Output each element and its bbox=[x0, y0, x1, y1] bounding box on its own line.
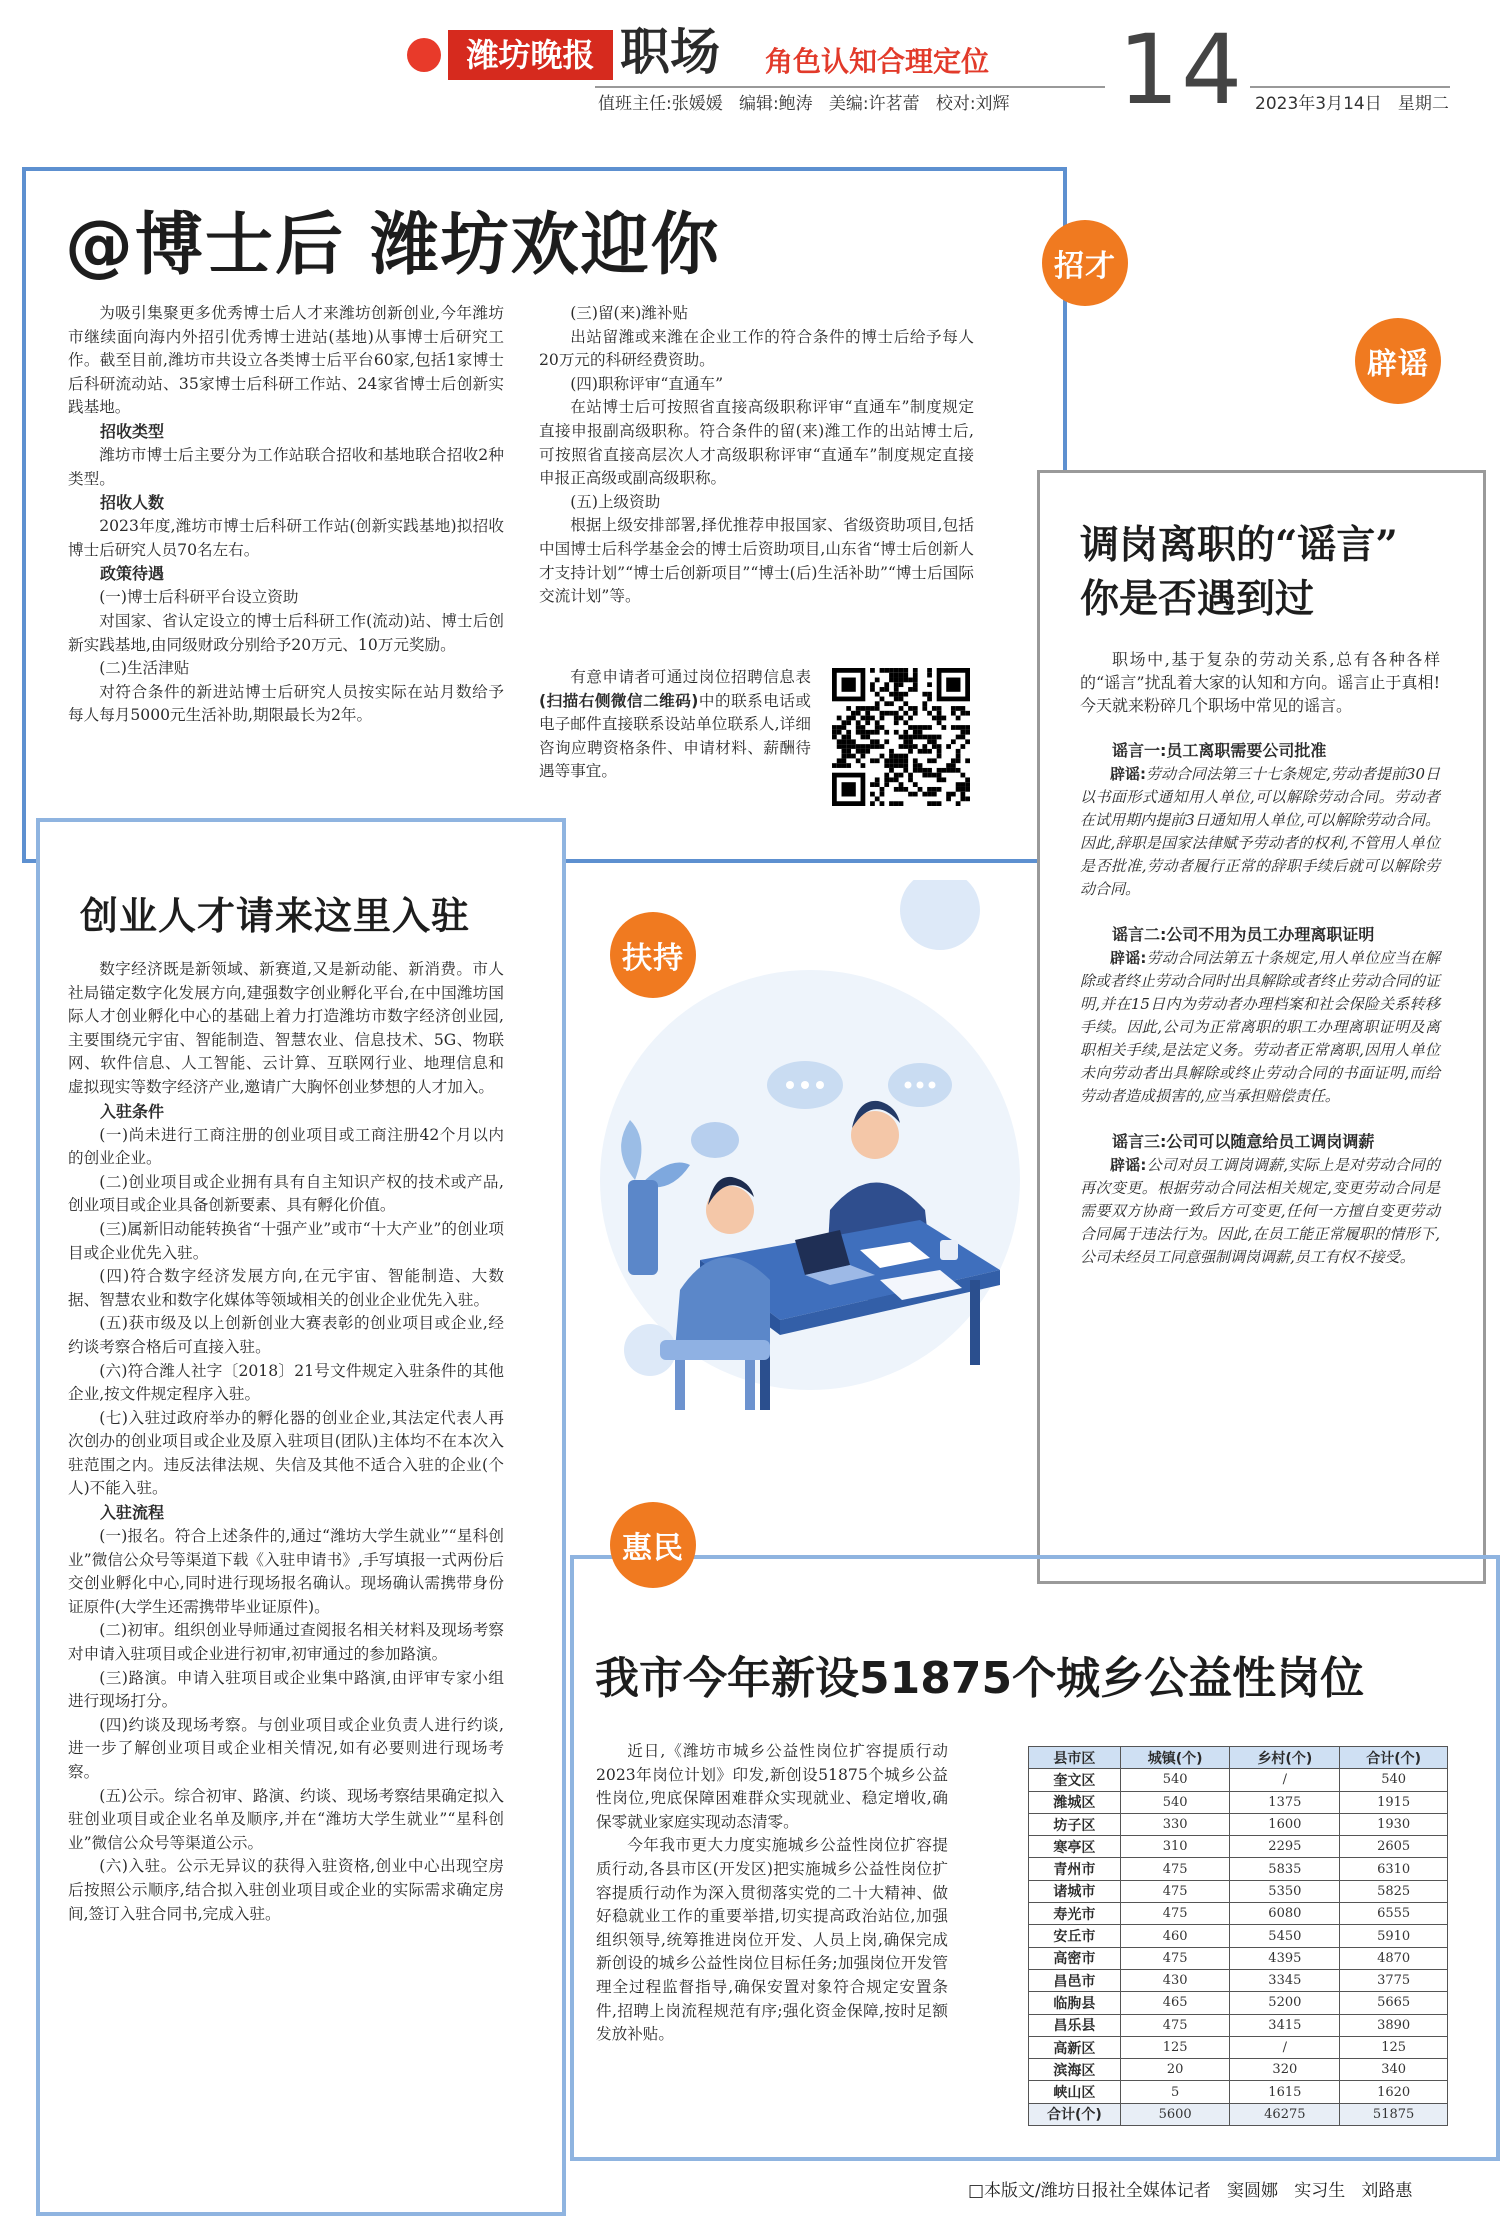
jobs-table-value: 540 bbox=[1120, 1791, 1230, 1813]
section-title: 职场 bbox=[620, 23, 720, 81]
jobs-table-value: 4395 bbox=[1230, 1947, 1340, 1969]
paper-name: 潍坊晚报 bbox=[466, 36, 595, 74]
jobs-table-row bbox=[1029, 1769, 1448, 1791]
jobs-table-value: 475 bbox=[1120, 1880, 1230, 1902]
jobs-table-row bbox=[1029, 1791, 1448, 1813]
jobs-table-district: 坊子区 bbox=[1029, 1813, 1121, 1835]
paragraph: 数字经济既是新领域、新赛道,又是新动能、新消费。市人社局锚定数字化发展方向,建强数字创业孵化平台,在中国潍坊国际人才创业孵化中心的基础上着力打造潍坊市数字经济创业园,主要围绕元宇宙、智能制造、智慧农业、信息技术、5G、物联网、软件信息、人工智能、云计算、互联网行业、地理信息和虚拟现实等数字经济产业,邀请广大胸怀创业梦想的人才加入。 bbox=[68, 960, 504, 1096]
section-subheading: 入驻条件 bbox=[100, 1101, 165, 1121]
jobs-table-district: 昌邑市 bbox=[1029, 1969, 1121, 1991]
section-subheading: 政策待遇 bbox=[100, 564, 165, 584]
jobs-table-value: 6080 bbox=[1230, 1903, 1340, 1925]
article-jobs-body bbox=[596, 1740, 948, 2047]
jobs-table-row bbox=[1029, 1858, 1448, 1880]
badge-huimin: 惠民 bbox=[610, 1502, 696, 1588]
qr-paragraph-text: 有意申请者可通过岗位招聘信息表(扫描右侧微信二维码)中的联系电话或电子邮件直接联系设站单位联系人,详细咨询应聘资格条件、申请材料、薪酬待遇等事宜。 bbox=[539, 668, 811, 781]
jobs-table-value: / bbox=[1230, 2036, 1340, 2058]
jobs-table-value: 6555 bbox=[1340, 1903, 1448, 1925]
jobs-table-value: 1615 bbox=[1230, 2081, 1340, 2103]
credits: 值班主任:张媛媛 编辑:鲍涛 美编:许茗蕾 校对:刘辉 bbox=[598, 94, 1010, 114]
paper-logo-icon bbox=[407, 38, 441, 72]
jobs-table-value: 5910 bbox=[1340, 1925, 1448, 1947]
wechat-qr-code[interactable] bbox=[832, 668, 970, 806]
jobs-table-value: 4870 bbox=[1340, 1947, 1448, 1969]
jobs-table-value: 125 bbox=[1340, 2036, 1448, 2058]
jobs-table-value: 51875 bbox=[1340, 2103, 1448, 2125]
jobs-table-value: 5665 bbox=[1340, 1992, 1448, 2014]
rumor-title: 谣言三:公司可以随意给员工调岗调薪 bbox=[1112, 1132, 1375, 1151]
paragraph: (一)尚未进行工商注册的创业项目或工商注册42个月以内的创业企业。 bbox=[68, 1125, 504, 1168]
jobs-table-value: 20 bbox=[1120, 2059, 1230, 2081]
section-subheading: 入驻流程 bbox=[100, 1503, 165, 1523]
paragraph: (六)符合潍人社字〔2018〕21号文件规定入驻条件的其他企业,按文件规定程序入驻。 bbox=[68, 1361, 504, 1404]
header-rule bbox=[595, 86, 1105, 88]
page-number: 14 bbox=[1118, 14, 1245, 126]
jobs-table-value: 125 bbox=[1120, 2036, 1230, 2058]
jobs-table-value: 320 bbox=[1230, 2059, 1340, 2081]
jobs-table-row bbox=[1029, 2081, 1448, 2103]
jobs-table-district: 高新区 bbox=[1029, 2036, 1121, 2058]
rumor-rebuttal bbox=[1080, 947, 1440, 1108]
paragraph: 近日,《潍坊市城乡公益性岗位扩容提质行动2023年岗位计划》印发,新创设51875个城乡公益性岗位,兜底保障困难群众实现就业、稳定增收,确保零就业家庭实现动态清零。 bbox=[596, 1742, 948, 1831]
rumor-rebuttal bbox=[1080, 1154, 1440, 1269]
jobs-table-row bbox=[1029, 1947, 1448, 1969]
qr-paragraph bbox=[539, 666, 811, 784]
article-rumor-body bbox=[1080, 648, 1440, 1269]
rumor-item bbox=[1080, 923, 1440, 1108]
jobs-table-value: 5350 bbox=[1230, 1880, 1340, 1902]
paper-logo bbox=[448, 30, 613, 80]
badge-fuchi: 扶持 bbox=[610, 912, 696, 998]
jobs-table-row bbox=[1029, 2014, 1448, 2036]
paragraph: 为吸引集聚更多优秀博士后人才来潍坊创新创业,今年潍坊市继续面向海内外招引优秀博士进站(基地)从事博士后研究工作。截至目前,潍坊市共设立各类博士后平台60家,包括1家博士后科研流动站、35家博士后科研工作站、24家省博士后创新实践基地。 bbox=[68, 304, 504, 417]
jobs-table-district: 峡山区 bbox=[1029, 2081, 1121, 2103]
jobs-table-row bbox=[1029, 1969, 1448, 1991]
jobs-table-district: 临朐县 bbox=[1029, 1992, 1121, 2014]
article-postdoc-left-column bbox=[68, 302, 504, 728]
jobs-table-district: 潍城区 bbox=[1029, 1791, 1121, 1813]
jobs-table-value: 1915 bbox=[1340, 1791, 1448, 1813]
paragraph: (四)职称评审“直通车” bbox=[570, 374, 724, 393]
paragraph: (二)初审。组织创业导师通过查阅报名相关材料及现场考察对申请入驻项目或企业进行初审,初审通过的参加路演。 bbox=[68, 1621, 504, 1664]
jobs-table-value: 330 bbox=[1120, 1813, 1230, 1835]
article-startup-body bbox=[68, 958, 504, 1926]
jobs-table-value: 310 bbox=[1120, 1836, 1230, 1858]
rumor-rebuttal-label: 辟谣: bbox=[1110, 765, 1147, 783]
jobs-table-row bbox=[1029, 1992, 1448, 2014]
section-subheading: 招收人数 bbox=[100, 493, 165, 513]
jobs-table-value: 2605 bbox=[1340, 1836, 1448, 1858]
paragraph: (六)入驻。公示无异议的获得入驻资格,创业中心出现空房后按照公示顺序,结合拟入驻创业项目或企业的实际需求确定房间,签订入驻合同书,完成入驻。 bbox=[68, 1857, 504, 1923]
rumor-item bbox=[1080, 739, 1440, 901]
jobs-table-district: 滨海区 bbox=[1029, 2059, 1121, 2081]
section-slogan: 角色认知合理定位 bbox=[765, 45, 990, 78]
jobs-table-value: 1600 bbox=[1230, 1813, 1340, 1835]
article-rumor-title-line2: 你是否遇到过 bbox=[1080, 576, 1315, 622]
jobs-table-district: 合计(个) bbox=[1029, 2103, 1121, 2125]
jobs-table-value: 460 bbox=[1120, 1925, 1230, 1947]
paragraph: (四)约谈及现场考察。与创业项目或企业负责人进行约谈,进一步了解创业项目或企业相关情况,如有必要则进行现场考察。 bbox=[68, 1715, 504, 1781]
paragraph: (四)符合数字经济发展方向,在元宇宙、智能制造、大数据、智慧农业和数字化媒体等领域相关的创业企业优先入驻。 bbox=[68, 1267, 504, 1309]
badge-zhaocai: 招才 bbox=[1042, 220, 1128, 306]
rumor-rebuttal-text: 公司对员工调岗调薪,实际上是对劳动合同的再次变更。根据劳动合同法相关规定,变更劳动合同是需要双方协商一致后方可变更,任何一方擅自变更劳动合同属于违法行为。因此,在员工能正常履职的情形下,公司未经员工同意强制调岗调薪,员工有权不接受。 bbox=[1080, 1156, 1440, 1266]
rumor-intro: 职场中,基于复杂的劳动关系,总有各种各样的“谣言”扰乱着大家的认知和方向。谣言止于真相!今天就来粉碎几个职场中常见的谣言。 bbox=[1080, 650, 1440, 715]
paragraph: 今年我市更大力度实施城乡公益性岗位扩容提质行动,各县市区(开发区)把实施城乡公益性岗位扩容提质行动作为深入贯彻落实党的二十大精神、做好稳就业工作的重要举措,切实提高政治站位,加强组织领导,统筹推进岗位开发、人员上岗,确保完成新创设的城乡公益性岗位目标任务;加强岗位开发管理全过程监督指导,确保安置对象符合规定安置条件,招聘上岗流程规范有序;强化资金保障,按时足额发放补贴。 bbox=[596, 1836, 948, 2044]
section-subheading: 招收类型 bbox=[100, 421, 165, 441]
header-rule-right bbox=[1250, 86, 1450, 88]
jobs-table-value: 1375 bbox=[1230, 1791, 1340, 1813]
jobs-table-header bbox=[1029, 1747, 1448, 1769]
jobs-table-value: 2295 bbox=[1230, 1836, 1340, 1858]
jobs-table-value: 5825 bbox=[1340, 1880, 1448, 1902]
article-jobs-title: 我市今年新设51875个城乡公益性岗位 bbox=[595, 1653, 1365, 1704]
qr-code-icon bbox=[832, 668, 970, 806]
rumor-rebuttal-label: 辟谣: bbox=[1110, 1156, 1147, 1174]
byline: □本版文/潍坊日报社全媒体记者 窦圆娜 实习生 刘路惠 bbox=[968, 2181, 1413, 2201]
jobs-table-row bbox=[1029, 1903, 1448, 1925]
paragraph: (七)入驻过政府举办的孵化器的创业企业,其法定代表人再次创办的创业项目或企业及原入驻项目(团队)主体均不在本次入驻范围之内。违反法律法规、失信及其他不适合入驻的企业(个人)不能入驻。 bbox=[68, 1408, 504, 1498]
jobs-table-value: / bbox=[1230, 1769, 1340, 1791]
jobs-table-row bbox=[1029, 1880, 1448, 1902]
jobs-table-value: 475 bbox=[1120, 1903, 1230, 1925]
paragraph: (三)路演。申请入驻项目或企业集中路演,由评审专家小组进行现场打分。 bbox=[68, 1668, 504, 1711]
jobs-table-row bbox=[1029, 2036, 1448, 2058]
jobs-table-value: 5200 bbox=[1230, 1992, 1340, 2014]
jobs-table-district: 诸城市 bbox=[1029, 1880, 1121, 1902]
jobs-table-value: 475 bbox=[1120, 1947, 1230, 1969]
paragraph: (五)获市级及以上创新创业大赛表彰的创业项目或企业,经约谈考察合格后可直接入驻。 bbox=[68, 1314, 504, 1356]
jobs-table-value: 3345 bbox=[1230, 1969, 1340, 1991]
jobs-table-district: 奎文区 bbox=[1029, 1769, 1121, 1791]
rumor-rebuttal-label: 辟谣: bbox=[1110, 949, 1147, 967]
paragraph: 潍坊市博士后主要分为工作站联合招收和基地联合招收2种类型。 bbox=[68, 445, 504, 488]
jobs-table-wrap bbox=[1028, 1746, 1448, 2126]
paragraph: (二)生活津贴 bbox=[99, 659, 190, 678]
article-postdoc-right-column bbox=[539, 302, 974, 609]
jobs-table-header-cell: 城镇(个) bbox=[1120, 1747, 1230, 1769]
rumor-rebuttal-text: 劳动合同法第五十条规定,用人单位应当在解除或者终止劳动合同时出具解除或者终止劳动合同的证明,并在15日内为劳动者办理档案和社会保险关系转移手续。因此,公司为正常离职的职工办理离职证明及离职相关手续,是法定义务。劳动者正常离职,因用人单位未向劳动者出具解除或终止劳动合同的书面证明,而给劳动者造成损害的,应当承担赔偿责任。 bbox=[1080, 949, 1441, 1105]
rumor-title: 谣言一:员工离职需要公司批准 bbox=[1112, 741, 1327, 760]
jobs-table-district: 寒亭区 bbox=[1029, 1836, 1121, 1858]
jobs-table-value: 540 bbox=[1120, 1769, 1230, 1791]
paragraph: 对国家、省认定设立的博士后科研工作(流动)站、博士后创新实践基地,由同级财政分别给予20万元、10万元奖励。 bbox=[68, 611, 504, 654]
badge-piyao: 辟谣 bbox=[1355, 318, 1441, 404]
jobs-table-row bbox=[1029, 1813, 1448, 1835]
masthead bbox=[0, 0, 1500, 125]
jobs-table-district: 安丘市 bbox=[1029, 1925, 1121, 1947]
jobs-table-value: 5 bbox=[1120, 2081, 1230, 2103]
paragraph: 根据上级安排部署,择优推荐申报国家、省级资助项目,包括中国博士后科学基金会的博士后资助项目,山东省“博士后创新人才支持计划”“博士后创新项目”“博士(后)生活补助”“博士后国际交流计划”等。 bbox=[539, 516, 974, 606]
jobs-table-value: 475 bbox=[1120, 2014, 1230, 2036]
paragraph: (五)公示。综合初审、路演、约谈、现场考察结果确定拟入驻创业项目或企业名单及顺序,并在“潍坊大学生就业”“星科创业”微信公众号等渠道公示。 bbox=[68, 1786, 504, 1852]
jobs-table-header-cell: 乡村(个) bbox=[1230, 1747, 1340, 1769]
article-startup-title: 创业人才请来这里入驻 bbox=[80, 893, 471, 938]
jobs-table-district: 昌乐县 bbox=[1029, 2014, 1121, 2036]
jobs-table-value: 46275 bbox=[1230, 2103, 1340, 2125]
rumor-rebuttal-text: 劳动合同法第三十七条规定,劳动者提前30日以书面形式通知用人单位,可以解除劳动合同。劳动者在试用期内提前3日通知用人单位,可以解除劳动合同。因此,辞职是国家法律赋予劳动者的权利,不管用人单位是否批准,劳动者履行正常的辞职手续后就可以解除劳动合同。 bbox=[1080, 765, 1441, 898]
paragraph: 对符合条件的新进站博士后研究人员按实际在站月数给予每人每月5000元生活补助,期限最长为2年。 bbox=[68, 682, 504, 725]
paragraph: (二)创业项目或企业拥有具有自主知识产权的技术或产品,创业项目或企业具备创新要素、具有孵化价值。 bbox=[68, 1172, 504, 1215]
jobs-table-value: 475 bbox=[1120, 1858, 1230, 1880]
jobs-table-district: 高密市 bbox=[1029, 1947, 1121, 1969]
paragraph: (三)留(来)潍补贴 bbox=[570, 304, 689, 322]
jobs-table bbox=[1028, 1746, 1448, 2126]
jobs-table-value: 5600 bbox=[1120, 2103, 1230, 2125]
rumor-item bbox=[1080, 1130, 1440, 1269]
jobs-table-value: 3415 bbox=[1230, 2014, 1340, 2036]
paragraph: 出站留潍或来潍在企业工作的符合条件的博士后给予每人20万元的科研经费资助。 bbox=[539, 327, 974, 370]
jobs-table-value: 3890 bbox=[1340, 2014, 1448, 2036]
issue-date: 2023年3月14日 星期二 bbox=[1255, 94, 1449, 114]
jobs-table-district: 青州市 bbox=[1029, 1858, 1121, 1880]
jobs-table-row bbox=[1029, 1925, 1448, 1947]
paragraph: 2023年度,潍坊市博士后科研工作站(创新实践基地)拟招收博士后研究人员70名左右。 bbox=[68, 517, 504, 559]
jobs-table-value: 5450 bbox=[1230, 1925, 1340, 1947]
jobs-table-row bbox=[1029, 2103, 1448, 2125]
jobs-table-value: 430 bbox=[1120, 1969, 1230, 1991]
article-rumor-title-line1: 调岗离职的“谣言” bbox=[1080, 522, 1398, 568]
paragraph: (一)报名。符合上述条件的,通过“潍坊大学生就业”“星科创业”微信公众号等渠道下载《入驻申请书》,手写填报一式两份后交创业孵化中心,同时进行现场报名确认。现场确认需携带身份证原件(大学生还需携带毕业证原件)。 bbox=[68, 1527, 504, 1616]
jobs-table-value: 3775 bbox=[1340, 1969, 1448, 1991]
jobs-table-district: 寿光市 bbox=[1029, 1903, 1121, 1925]
jobs-table-value: 1930 bbox=[1340, 1813, 1448, 1835]
paragraph: (三)属新旧动能转换省“十强产业”或市“十大产业”的创业项目或企业优先入驻。 bbox=[68, 1219, 504, 1262]
jobs-table-value: 340 bbox=[1340, 2059, 1448, 2081]
jobs-table-value: 5835 bbox=[1230, 1858, 1340, 1880]
paragraph: (一)博士后科研平台设立资助 bbox=[99, 588, 299, 607]
jobs-table-row bbox=[1029, 2059, 1448, 2081]
rumor-rebuttal bbox=[1080, 763, 1440, 901]
jobs-table-value: 6310 bbox=[1340, 1858, 1448, 1880]
paragraph: (五)上级资助 bbox=[570, 492, 661, 511]
rumor-title: 谣言二:公司不用为员工办理离职证明 bbox=[1112, 925, 1375, 944]
article-rumor-title bbox=[1080, 518, 1398, 626]
jobs-table-header-cell: 县市区 bbox=[1029, 1747, 1121, 1769]
paragraph: 在站博士后可按照省直接高级职称评审“直通车”制度规定直接申报副高级职称。符合条件的留(来)潍工作的出站博士后,可按照省直接高层次人才高级职称评审“直通车”制度规定直接申报正高级或副高级职称。 bbox=[539, 398, 974, 488]
jobs-table-row bbox=[1029, 1836, 1448, 1858]
jobs-table-value: 1620 bbox=[1340, 2081, 1448, 2103]
jobs-table-header-cell: 合计(个) bbox=[1340, 1747, 1448, 1769]
jobs-table-value: 540 bbox=[1340, 1769, 1448, 1791]
jobs-table-value: 465 bbox=[1120, 1992, 1230, 2014]
article-postdoc-title: @博士后 潍坊欢迎你 bbox=[65, 206, 721, 285]
